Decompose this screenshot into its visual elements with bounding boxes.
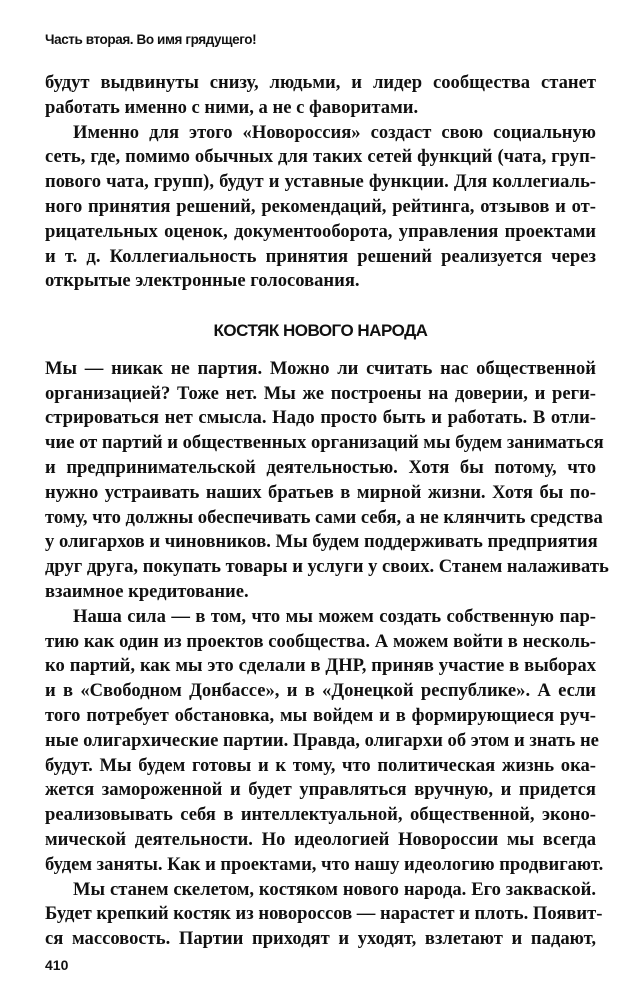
text-line: нужно устраивать наших братьев в мирной жизни. Хотя бы по- [45, 481, 596, 503]
text-line: жется замороженной и будет управляться вручную, и придется [45, 779, 596, 801]
text-line: будут. Мы будем готовы и к тому, что политическая жизнь ока- [45, 754, 596, 776]
text-before-heading [45, 71, 596, 294]
text-line: стрироваться нет смысла. Надо просто быть и работать. В отли- [45, 407, 596, 429]
text-line: работать именно с ними, а не с фаворитами. [45, 96, 419, 118]
text-line: взаимное кредитование. [45, 580, 249, 602]
paragraph [45, 878, 603, 952]
text-line: сеть, где, помимо обычных для таких сетей функций (чата, груп- [45, 146, 596, 168]
text-line: Мы станем скелетом, костяком нового народа. Его закваской. [73, 878, 596, 900]
text-line: ся массовость. Партии приходят и уходят, взлетают и падают, [45, 928, 596, 950]
book-page [45, 0, 609, 1000]
text-line: реализовывать себя в интеллектуальной, общественной, эконо- [45, 804, 596, 826]
text-line: тому, что должны обеспечивать сами себя, а не клянчить средства [45, 506, 603, 528]
paragraph [45, 357, 609, 605]
text-line: ные олигархические партии. Правда, олигархи об этом и знать не [45, 729, 599, 751]
text-line: друг друга, покупать товары и услуги у своих. Станем налаживать [45, 556, 609, 578]
page-number: 410 [45, 957, 69, 973]
text-line: будут выдвинуты снизу, людьми, и лидер сообщества станет [45, 72, 596, 93]
text-line: Мы — никак не партия. Можно ли считать нас общественной [45, 357, 596, 379]
paragraph [45, 71, 596, 121]
text-line: рицательных оценок, документооборота, управления проектами [45, 220, 596, 242]
text-line: Наша сила — в том, что мы можем создать собственную пар- [73, 605, 596, 627]
text-line: Именно для этого «Новороссия» создаст свою социальную [73, 121, 596, 143]
text-line: и т. д. Коллегиальность принятия решений реализуется через [45, 245, 596, 267]
text-line: будем заняты. Как и проектами, что нашу идеологию продвигают. [45, 853, 604, 875]
text-line: тию как один из проектов сообщества. А можем войти в несколь- [45, 630, 596, 652]
text-line: у олигархов и чиновников. Мы будем поддерживать предприятия [45, 531, 598, 553]
text-line: ко партий, как мы это сделали в ДНР, приняв участие в выборах [45, 655, 596, 677]
text-after-heading [45, 357, 609, 952]
text-line: пового чата, групп), будут и уставные функции. Для коллегиаль- [45, 171, 596, 193]
section-heading: КОСТЯК НОВОГО НАРОДА [213, 320, 428, 340]
text-line: организацией? Тоже нет. Мы же построены на доверии, и реги- [45, 382, 596, 404]
text-line: чие от партий и общественных организаций мы будем заниматься [45, 432, 604, 454]
text-line: открытые электронные голосования. [45, 270, 360, 292]
text-line: и предпринимательской деятельностью. Хотя бы потому, что [45, 456, 596, 478]
running-head: Часть вторая. Во имя грядущего! [45, 32, 257, 47]
text-line: ного принятия решений, рекомендаций, рейтинга, отзывов и от- [45, 195, 596, 217]
text-line: Будет крепкий костяк из новороссов — нарастет и плоть. Появит- [45, 903, 603, 925]
text-line: того потребует обстановка, мы войдем и в формирующиеся руч- [45, 704, 596, 726]
paragraph [45, 121, 596, 295]
page-body [45, 71, 609, 952]
text-line: и в «Свободном Донбассе», и в «Донецкой республике». А если [45, 680, 596, 702]
text-line: мической деятельности. Но идеологией Новороссии мы всегда [45, 828, 596, 850]
paragraph [45, 605, 604, 878]
